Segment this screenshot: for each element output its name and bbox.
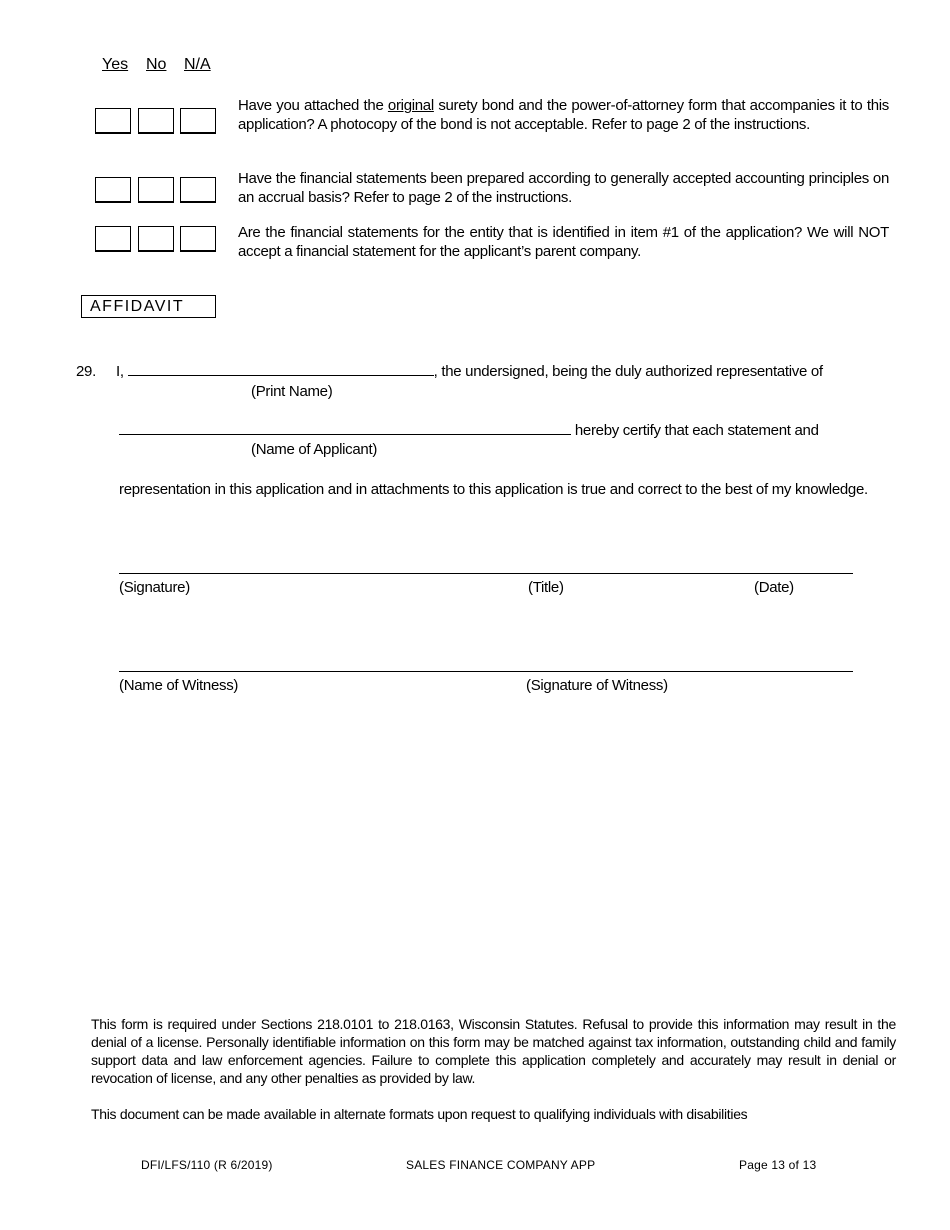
- page-number: Page 13 of 13: [739, 1158, 817, 1172]
- signature-label: (Signature): [119, 579, 190, 596]
- q2-yes-checkbox[interactable]: [95, 177, 131, 203]
- applicant-name-label: (Name of Applicant): [251, 441, 378, 458]
- title-label: (Title): [528, 579, 564, 596]
- q1-na-checkbox[interactable]: [180, 108, 216, 134]
- q3-yes-checkbox[interactable]: [95, 226, 131, 252]
- column-header-yes: Yes: [102, 56, 129, 73]
- column-header-na: N/A: [184, 56, 211, 73]
- representation-text: representation in this application and in attachments to this application is true and correct to the best of my knowledge.: [119, 481, 868, 498]
- representative-text: , the undersigned, being the duly authorized representative of: [433, 363, 823, 380]
- applicant-name-field[interactable]: [119, 422, 571, 435]
- q1-no-checkbox[interactable]: [138, 108, 174, 134]
- print-name-label: (Print Name): [251, 383, 333, 400]
- q2-na-checkbox[interactable]: [180, 177, 216, 203]
- q1-yes-checkbox[interactable]: [95, 108, 131, 134]
- q3-na-checkbox[interactable]: [180, 226, 216, 252]
- print-name-field[interactable]: [128, 363, 434, 376]
- certify-text: hereby certify that each statement and: [574, 422, 819, 439]
- witness-line[interactable]: [119, 671, 853, 672]
- statute-notice: This form is required under Sections 218.0101 to 218.0163, Wisconsin Statutes. Refusal to provide this information may result in the denial of a license. Personally identifiable information on this form may be matched against tax information, outstanding child and family support data and law enforcement agencies. Failure to complete this application completely and accurately may result in denial or revocation of license, and any other penalties as provided by law.: [91, 1016, 896, 1086]
- item-number: 29.: [76, 363, 96, 380]
- affidavit-heading: AFFIDAVIT: [81, 295, 216, 318]
- q2-no-checkbox[interactable]: [138, 177, 174, 203]
- question-1-after: surety bond and the power-of-attorney form that accompanies it to this application? A photocopy of the bond is not acceptable. Refer to page 2 of the instructions.: [238, 97, 890, 133]
- column-header-no: No: [146, 56, 167, 73]
- witness-name-label: (Name of Witness): [119, 677, 239, 694]
- accessibility-notice: This document can be made available in alternate formats upon request to qualifying individuals with disabilities: [91, 1106, 748, 1122]
- question-3: Are the financial statements for the entity that is identified in item #1 of the application? We will NOT accept a financial statement for the applicant’s parent company.: [238, 224, 889, 260]
- witness-signature-label: (Signature of Witness): [526, 677, 668, 694]
- form-id: DFI/LFS/110 (R 6/2019): [141, 1158, 273, 1172]
- affidavit-line-1: [116, 362, 823, 381]
- i-label: I,: [116, 363, 124, 380]
- question-1-before: Have you attached the: [238, 97, 388, 114]
- q3-no-checkbox[interactable]: [138, 226, 174, 252]
- date-label: (Date): [754, 579, 794, 596]
- affidavit-line-2: [119, 421, 819, 440]
- form-name: SALES FINANCE COMPANY APP: [406, 1158, 596, 1172]
- signature-line[interactable]: [119, 573, 853, 574]
- question-1: [238, 96, 889, 134]
- question-2: Have the financial statements been prepared according to generally accepted accounting principles on an accrual basis? Refer to page 2 of the instructions.: [238, 170, 889, 206]
- question-1-emphasis: original: [387, 97, 434, 114]
